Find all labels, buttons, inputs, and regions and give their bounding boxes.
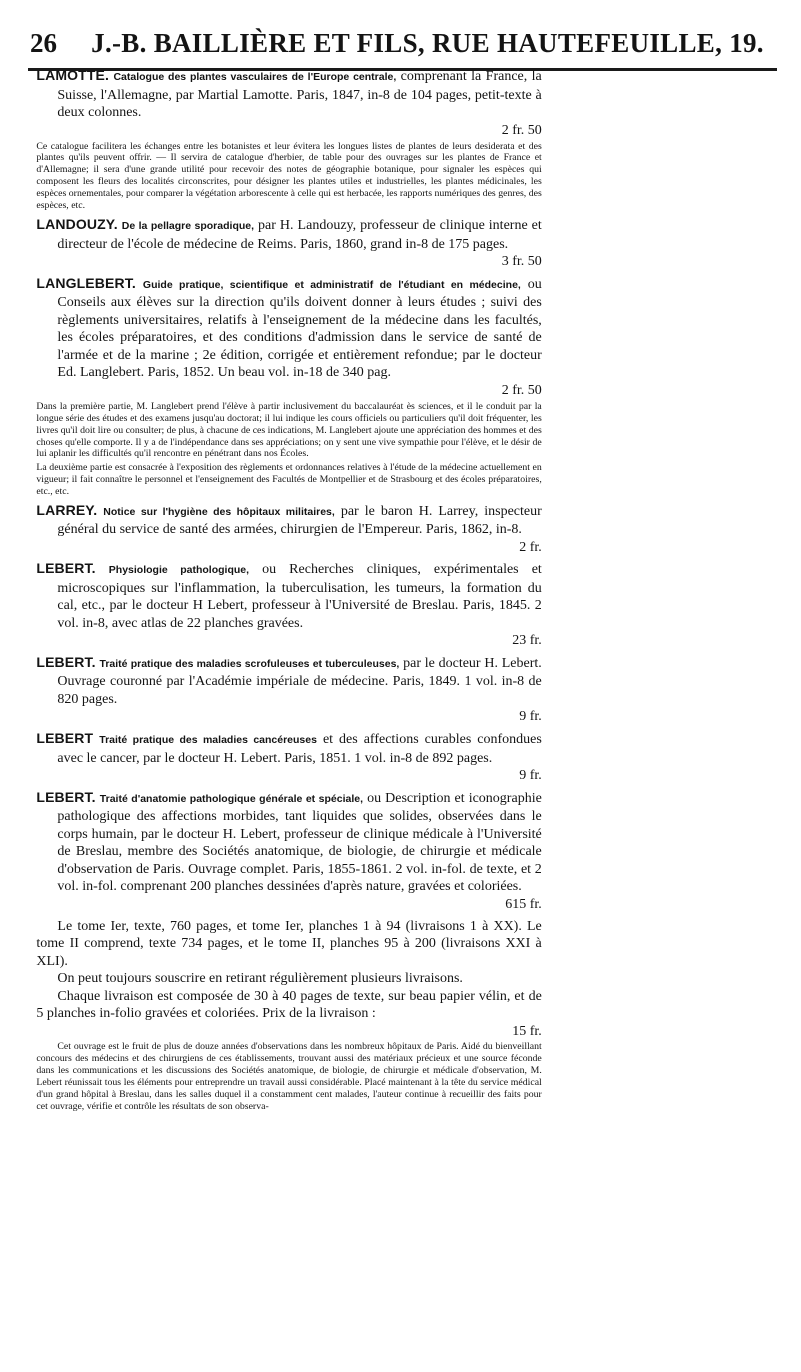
livraison-price-line [36,1023,541,1041]
entry-text: ou Recherches cliniques, expérimentales et microscopiques sur l'inflammation, la tuberculisation, les tumeurs, la formation du cal, etc., par le docteur H Lebert, professeur à l'Université de Breslau. Paris, 1845. 2 vol. in-8, avec atlas de 22 planches gravées. [57,562,542,631]
entry-price-line [36,632,541,650]
entry-note: Ce catalogue facilitera les échanges entre les botanistes et leur évitera les longues listes de plantes de leurs desiderata et des plantes qu'ils peuvent offrir. — Il servira de catalogue d'herbier, de table pour des ouvrages sur les plantes de France et d'Allemagne; il sera d'une grande utilité pour recevoir des notes de géographie botanique, pour signaler les espèces qui composent les fleurs des localités circonscrites, pour désigner les plantes utiles et industrielles, les plantes médicinales, les espèces ornementales, pour comparer la végétation arborescente à celle qui est herbacée, les rapports numériques des genres, des espèces, etc. [36,140,542,212]
entry-price-line [36,253,541,271]
entry-author: LEBERT. [36,653,96,670]
catalogue-entry [36,560,541,650]
entry-note: Dans la première partie, M. Langlebert prend l'élève à partir inclusivement du baccalauréat ès sciences, et il le conduit par la longue série des études et des examens jusqu'au doctorat; il lui indique les cours officiels ou particuliers qu'il doit fréquenter, les livres qu'il doit lire ou consulter; de plus, à chacune de ces indications, M. Langlebert ajoute une appréciation des hommes et des choses qu'elle comporte. Il y a de l'indépendance dans ses appréciations; on y sent une vive sympathie pour l'élève, et le désir de lui aplanir les difficultés qu'il rencontre en pénétrant dans nos Écoles. [36,400,542,460]
volume-description: Le tome Ier, texte, 760 pages, et tome Ier, planches 1 à 94 (livraisons 1 à XX). Le tome II comprend, texte 734 pages, et le tome II, planches 95 à 200 (livraisons XXI à XLI). [36,918,542,969]
entry-body [36,275,541,382]
entry-price: 615 fr. [505,896,542,912]
entry-author: LANGLEBERT. [36,274,136,291]
entry-text: par le baron H. Larrey, inspecteur général du service de santé des armées, chirurgien de l'Empereur. Paris, 1862, in-8. [57,503,542,538]
entry-title: De la pellagre sporadique, [121,220,255,233]
entry-price-line [36,382,541,400]
entry-body [36,502,541,539]
entry-text: comprenant la France, la Suisse, l'Allemagne, par Martial Lamotte. Paris, 1847, in-8 de 104 pages, petit-texte à deux colonnes. [57,69,542,121]
catalogue-entry [36,730,541,785]
entry-body [36,730,541,767]
closing-note: Cet ouvrage est le fruit de plus de douze années d'observations dans les nombreux hôpitaux de Paris. Aidé du bienveillant concours des médecins et des chirurgiens de ces établissements, trouvant aussi des matériaux précieux et une source féconde dans les communications et les discussions des Sociétés anatomique, de biologie, de chirurgie et médicale d'observation, M. Lebert réunissait tous les éléments pour entreprendre un travail aussi considérable. Placé maintenant à la tête du service médical d'un grand hôpital à Breslau, dans les salles duquel il a constamment cent malades, l'auteur continue à recueillir des faits pour cet ouvrage, vérifie et contrôle les résultats de son observa- [36,1041,542,1112]
entry-text: par le docteur H. Lebert. Ouvrage couronné par l'Académie impériale de médecine. Paris, 1849. 1 vol. in-8 de 820 pages. [57,655,542,707]
entry-note: La deuxième partie est consacrée à l'exposition des règlements et ordonnances relatives à l'étude de la médecine actuellement en vigueur; il fait connaître le personnel et l'enseignement des Facultés de Montpellier et de Strasbourg et des écoles préparatoires, etc., etc. [36,461,542,497]
catalogue-entry [36,789,541,914]
entry-price: 2 fr. 50 [501,382,542,398]
entry-price: 9 fr. [519,709,542,725]
livraison-price: 15 fr. [512,1023,542,1039]
entry-title: Physiologie pathologique, [108,564,250,577]
entry-price-line [36,896,541,914]
entry-price: 2 fr. 50 [501,122,542,138]
entry-price: 23 fr. [512,633,542,649]
entry-body [36,560,541,632]
entry-text: par H. Landouzy, professeur de clinique interne et directeur de l'école de médecine de Reims. Paris, 1860, grand in-8 de 175 pages. [57,218,542,252]
entry-price-line [36,767,541,785]
entry-text: ou Description et iconographie pathologique des affections morbides, tant liquides que solides, observées dans le corps humain, par le docteur H. Lebert, professeur de clinique médicale à l'Université de Breslau, membre des Sociétés anatomique, de biologie, de chirurgie et médicale d'observation de Paris. Ouvrage complet. Paris, 1855-1861. 2 vol. in-fol. de texte, et 2 vol. in-fol. comprenant 200 planches dessinées d'après nature, gravées et coloriées. [57,790,542,895]
catalogue-entry [36,502,541,557]
livraison-description [36,988,541,1023]
entry-price-line [36,539,541,557]
entry-price-line [36,708,541,726]
catalogue-entry [36,67,541,212]
entry-body [36,654,541,709]
page-number: 26 [30,28,57,58]
catalogue-entries [36,67,541,1113]
page-header [30,20,775,60]
subscription-note: On peut toujours souscrire en retirant régulièrement plusieurs livraisons. [57,971,463,987]
entry-price-line [36,122,541,140]
running-head: J.-B. BAILLIÈRE ET FILS, RUE HAUTEFEUILLE, 19. [91,28,764,58]
entry-author: LEBERT [36,730,94,747]
entry-author: LANDOUZY. [36,216,118,233]
entry-price: 3 fr. 50 [501,254,542,270]
catalogue-entry [36,216,541,271]
entry-price: 2 fr. [519,539,542,555]
entry-title: Catalogue des plantes vasculaires de l'Europe centrale, [113,71,397,84]
entry-body [36,67,541,122]
entry-text: et des affections curables confondues avec le cancer, par le docteur H. Lebert. Paris, 1851. 1 vol. in-8 de 892 pages. [57,732,542,766]
entry-title: Guide pratique, scientifique et administratif de l'étudiant en médecine, [142,278,521,291]
entry-title: Traité pratique des maladies cancéreuses [99,734,317,747]
entry-title: Notice sur l'hygiène des hôpitaux militaires, [103,505,335,518]
entry-body [36,216,541,253]
catalogue-entry [36,275,541,498]
entry-author: LARREY. [36,501,98,518]
catalogue-entry [36,654,541,726]
entry-body [36,789,541,896]
entry-author: LAMOTTE. [36,67,110,84]
entry-text: ou Conseils aux élèves sur la direction qu'ils doivent donner à leurs études ; suivi des règlements universitaires, relatifs à l'enseignement de la médecine dans les facultés, les écoles préparatoires, et des conditions d'admission dans le service de santé de l'armée et de la marine ; 2e édition, corrigée et entièrement refondue; par le docteur Ed. Langlebert. Paris, 1852. Un beau vol. in-18 de 340 pag. [57,276,542,381]
livraison-text: Chaque livraison est composée de 30 à 40 pages de texte, sur beau papier vélin, et de 5 planches in-folio gravées et coloriées. Prix de la livraison : [36,988,542,1022]
entry-author: LEBERT. [36,560,96,577]
entry-author: LEBERT. [36,788,96,805]
entry-title: Traité pratique des maladies scrofuleuses et tuberculeuses, [99,657,400,670]
entry-title: Traité d'anatomie pathologique générale et spéciale, [99,792,364,805]
entry-price: 9 fr. [519,768,542,784]
